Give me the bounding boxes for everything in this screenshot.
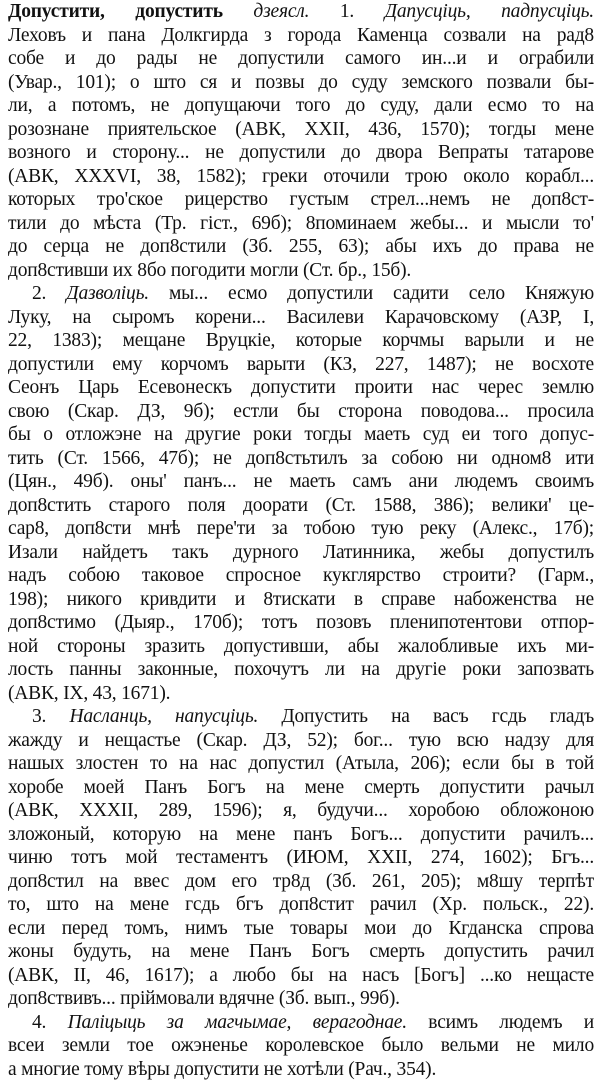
- sense-number: 4.: [32, 1012, 46, 1033]
- text-line: Изали найдетъ такъ дурного Латинника, жебы допустилъ: [8, 541, 594, 565]
- text-line: (АВК, XXXII, 289, 1596); я, будучи... хоробою обложоною: [8, 799, 594, 823]
- text-line: ной стороны зразить допустивши, абы жалобливые ихъ ми-: [8, 635, 594, 659]
- text-line: жоны будуть, на мене Панъ Богъ смерть допустить рачил: [8, 940, 594, 964]
- text-line: если перед томъ, нимъ тые товары мои до Кгданска спрова: [8, 917, 594, 941]
- text-line: тить (Ст. 1566, 47б); не доп8стьтилъ за собою ни одном8 ити: [8, 447, 594, 471]
- text-line: сар8, доп8сти мнѣ пере'ти за тобою тую реку (Алекс., 17б);: [8, 517, 594, 541]
- text-line: жажду и нещастье (Скар. ДЗ, 52); бог... тую всю надзу для: [8, 729, 594, 753]
- entry-head-line: [8, 0, 594, 24]
- text-line: (АВК, XXXVI, 38, 1582); греки оточили трою около корабл...: [8, 165, 594, 189]
- sense-gloss: Дазволіць.: [66, 283, 149, 304]
- sense-4: [8, 1011, 594, 1081]
- text-line: доп8стивши их 8бо погодити могли (Ст. бр., 15б).: [8, 259, 594, 283]
- text-fragment: мы... есмо допустили садити село Княжую: [169, 283, 594, 304]
- text-line: доп8стимо (Дыяр., 170б); тотъ позовъ пленипотентови отпор-: [8, 611, 594, 635]
- text-line: Луку, на сыромъ корени... Василеви Карачовскому (АЗР, I,: [8, 306, 594, 330]
- sense-head-line: [8, 1011, 594, 1035]
- sense-head-line: [8, 282, 594, 306]
- text-line: бы о отложэне на другие роки тогды маеть суд еи того допус-: [8, 423, 594, 447]
- text-line: допустили ему корчомъ варыти (КЗ, 227, 1487); не восхоте: [8, 353, 594, 377]
- text-line: а многие тому вѣры допустити не хотѣли (Рач., 354).: [8, 1058, 594, 1081]
- text-line: нашых злостен то на нас допустил (Атыла, 206); если бы в той: [8, 752, 594, 776]
- text-line: 22, 1383); мещане Вруцкіе, которые корчмы варыли и не: [8, 329, 594, 353]
- text-line: всеи земли тое ожэненье королевское было вельми не мило: [8, 1034, 594, 1058]
- sense-number: 3.: [32, 706, 46, 727]
- sense-number: 1.: [340, 1, 354, 22]
- text-line: возного и сторону... не допустили до двора Вепраты татарове: [8, 141, 594, 165]
- text-line: доп8стить старого поля доорати (Ст. 1588, 386); велики' це-: [8, 494, 594, 518]
- text-line: до серца не доп8стили (Зб. 255, 63); абы ихъ до права не: [8, 235, 594, 259]
- text-line: свою (Скар. ДЗ, 9б); естли бы сторона поводова... просила: [8, 400, 594, 424]
- text-line: ли, а потомъ, не допущаючи того до суду, дали есмо то на: [8, 94, 594, 118]
- text-line: чиню тотъ мой тестаментъ (ИЮМ, XXII, 274, 1602); Бгъ...: [8, 846, 594, 870]
- text-line: тили до мѣста (Тр. гіст., 69б); 8поминаем жебы... и мысли то': [8, 212, 594, 236]
- grammar-label: дзеясл.: [253, 1, 309, 22]
- headword: Допустити, допустить: [8, 1, 223, 22]
- sense-head-line: [8, 705, 594, 729]
- text-line: (Увар., 101); о што ся и позвы до суду земского позвали бы-: [8, 71, 594, 95]
- sense-1: [8, 0, 594, 282]
- sense-gloss: Дапусціць, падпусціць.: [385, 1, 594, 22]
- text-line: хоробе моей Панъ Богъ на мене смерть допустити рачыл: [8, 776, 594, 800]
- text-line: то, што на мене гсдь бгъ доп8стит рачил (Хр. польск., 22).: [8, 893, 594, 917]
- sense-2: [8, 282, 594, 705]
- text-line: лость панны законные, похочутъ ли на другіе роки запозвать: [8, 658, 594, 682]
- text-line: (АВК, II, 46, 1617); а любо бы на насъ [Богъ] ...ко нещасте: [8, 964, 594, 988]
- text-line: розознане приятельское (АВК, XXII, 436, 1570); тогды мене: [8, 118, 594, 142]
- text-line: 198); никого кривдити и 8тискати в справе набоженства не: [8, 588, 594, 612]
- sense-number: 2.: [32, 283, 46, 304]
- text-line: доп8стил на ввес дом его тр8д (Зб. 261, 205); м8шу терпѣт: [8, 870, 594, 894]
- text-line: (Цян., 49б). оны' панъ... не маеть самъ ани людемъ своимъ: [8, 470, 594, 494]
- text-line: (АВК, IX, 43, 1671).: [8, 682, 594, 706]
- text-fragment: Допустить на васъ гсдь гладъ: [281, 706, 594, 727]
- sense-3: [8, 705, 594, 1011]
- sense-gloss: Насланць, напусціць.: [69, 706, 258, 727]
- text-line: зложоный, которую на мене панъ Богъ... допустити рачилъ...: [8, 823, 594, 847]
- text-line: которых тро'ское рицерство густым стрел...немъ не доп8ст-: [8, 188, 594, 212]
- text-line: Сеонъ Царь Есевонескъ допустити проити нас черес землю: [8, 376, 594, 400]
- text-line: Леховъ и пана Долкгирда з города Каменца созвали на рад8: [8, 24, 594, 48]
- text-line: доп8ствивъ... пріймовали вдячне (Зб. вып., 99б).: [8, 987, 594, 1011]
- sense-gloss: Паліцыць за магчымае, верагоднае.: [68, 1012, 407, 1033]
- text-line: надъ собою таковое спросное кукглярство строити? (Гарм.,: [8, 564, 594, 588]
- text-line: собе и до рады не допустили самого ин...и и ограбили: [8, 47, 594, 71]
- text-fragment: всимъ людемъ и: [428, 1012, 594, 1033]
